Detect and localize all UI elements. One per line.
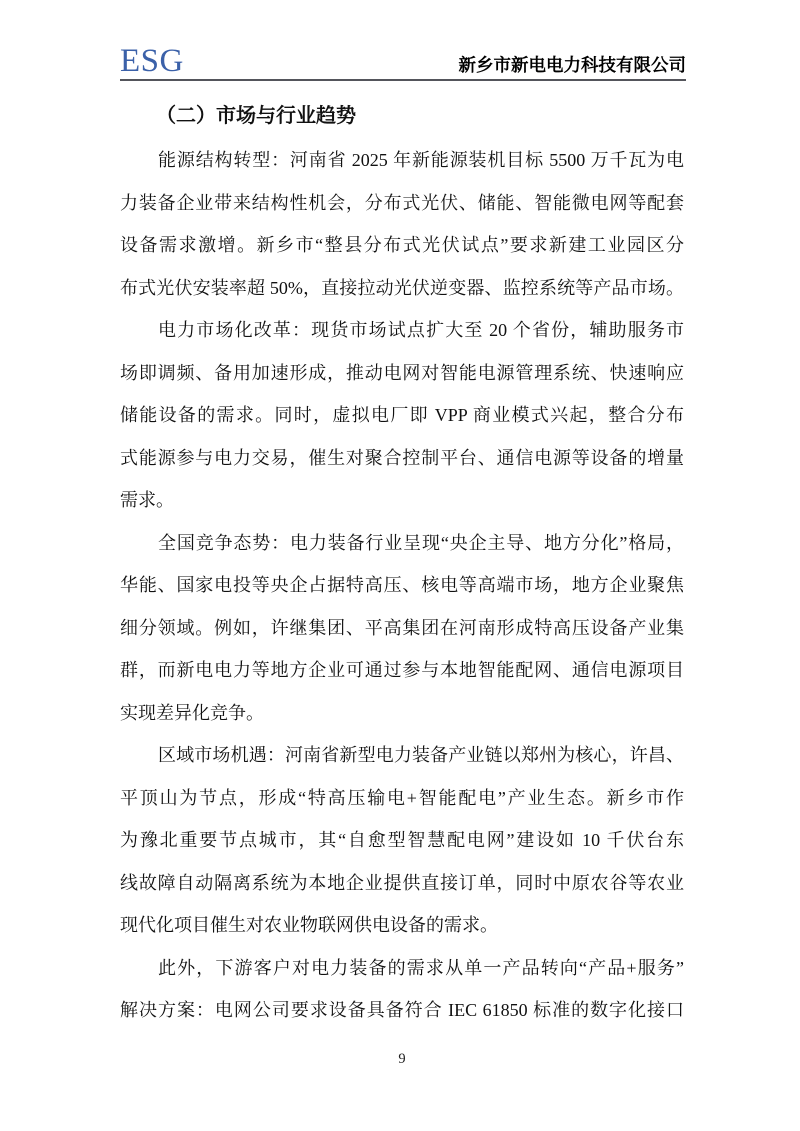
paragraph	[120, 139, 684, 309]
company-name: 新乡市新电电力科技有限公司	[458, 55, 686, 75]
text-line: 电力市场化改革：现货市场试点扩大至 20 个省份，辅助服务市	[158, 320, 684, 340]
text-line: 现代化项目催生对农业物联网供电设备的需求。	[120, 915, 498, 935]
text-line: 细分领域。例如，许继集团、平高集团在河南形成特高压设备产业集	[120, 617, 684, 638]
text-line: 储能设备的需求。同时，虚拟电厂即 VPP 商业模式兴起，整合分布	[120, 405, 684, 425]
paragraph	[120, 522, 684, 735]
text-line: 需求。	[120, 490, 174, 510]
paragraph	[120, 734, 684, 947]
body-text	[120, 139, 684, 1032]
text-line: 能源结构转型：河南省 2025 年新能源装机目标 5500 万千瓦为电	[158, 150, 684, 170]
page-header	[120, 44, 686, 81]
text-line: 区域市场机遇：河南省新型电力装备产业链以郑州为核心，许昌、	[158, 745, 684, 765]
text-line: 式能源参与电力交易，催生对聚合控制平台、通信电源等设备的增量	[120, 447, 684, 468]
text-line: 华能、国家电投等央企占据特高压、核电等高端市场，地方企业聚焦	[120, 575, 684, 595]
paragraph	[120, 309, 684, 522]
text-line: 群，而新电电力等地方企业可通过参与本地智能配网、通信电源项目	[120, 660, 684, 680]
paragraph	[120, 947, 684, 1032]
text-line: 全国竞争态势：电力装备行业呈现“央企主导、地方分化”格局，	[158, 532, 684, 553]
page-number: 9	[398, 1051, 406, 1067]
text-line: 此外，下游客户对电力装备的需求从单一产品转向“产品+服务”	[158, 957, 684, 978]
text-line: 布式光伏安装率超 50%，直接拉动光伏逆变器、监控系统等产品市场。	[120, 277, 684, 298]
text-line: 解决方案：电网公司要求设备具备符合 IEC 61850 标准的数字化接口	[120, 1000, 684, 1020]
text-line: 平顶山为节点，形成“特高压输电+智能配电”产业生态。新乡市作	[120, 787, 684, 808]
text-line: 力装备企业带来结构性机会，分布式光伏、储能、智能微电网等配套	[120, 192, 684, 213]
text-line: 场即调频、备用加速形成，推动电网对智能电源管理系统、快速响应	[120, 362, 684, 383]
text-line: 实现差异化竞争。	[120, 702, 264, 723]
page-footer	[120, 1051, 684, 1068]
text-line: 设备需求激增。新乡市“整县分布式光伏试点”要求新建工业园区分	[120, 235, 684, 255]
text-line: 线故障自动隔离系统为本地企业提供直接订单，同时中原农谷等农业	[120, 872, 684, 893]
section-title: （二）市场与行业趋势	[156, 105, 356, 127]
text-line: 为豫北重要节点城市，其“自愈型智慧配电网”建设如 10 千伏台东	[120, 830, 684, 850]
esg-logo: ESG	[120, 43, 184, 79]
